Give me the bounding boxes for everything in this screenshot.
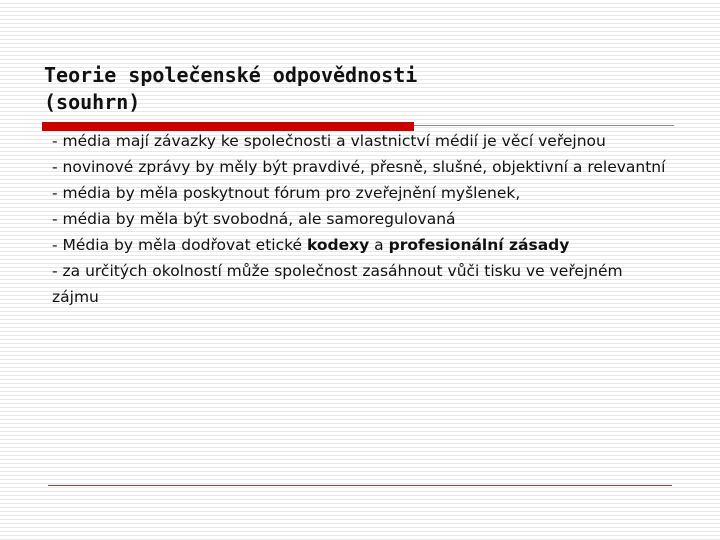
bottom-rule <box>48 485 672 486</box>
summary-item-public-interest: - za určitých okolností může společnost zasáhnout vůči tisku ve veřejném zájmu <box>52 262 623 306</box>
ethical-codes-prefix: - Média by měla dodřovat etické <box>52 236 307 254</box>
professional-principles-keyword: profesionální zásady <box>388 236 570 254</box>
slide-title-line-1: Teorie společenské odpovědnosti <box>44 63 418 87</box>
summary-item-media-obligations: - média mají závazky ke společnosti a vlastnictví médií je věcí veřejnou <box>52 132 606 150</box>
summary-item-ethical-codes <box>52 232 672 258</box>
slide-title-line-2: (souhrn) <box>44 90 141 114</box>
summary-item-free-media: - média by měla být svobodná, ale samoregulovaná <box>52 210 456 228</box>
summary-list <box>52 128 672 310</box>
slide-title <box>44 62 644 116</box>
title-gray-rule <box>414 125 674 126</box>
ethical-codes-connector: a <box>369 236 389 254</box>
summary-item-public-forum: - média by měla poskytnout fórum pro zveřejnění myšlenek, <box>52 184 521 202</box>
summary-item-news-reports: - novinové zprávy by měly být pravdivé, přesně, slušné, objektivní a relevantní <box>52 158 666 176</box>
ethical-codes-keyword: kodexy <box>307 236 370 254</box>
